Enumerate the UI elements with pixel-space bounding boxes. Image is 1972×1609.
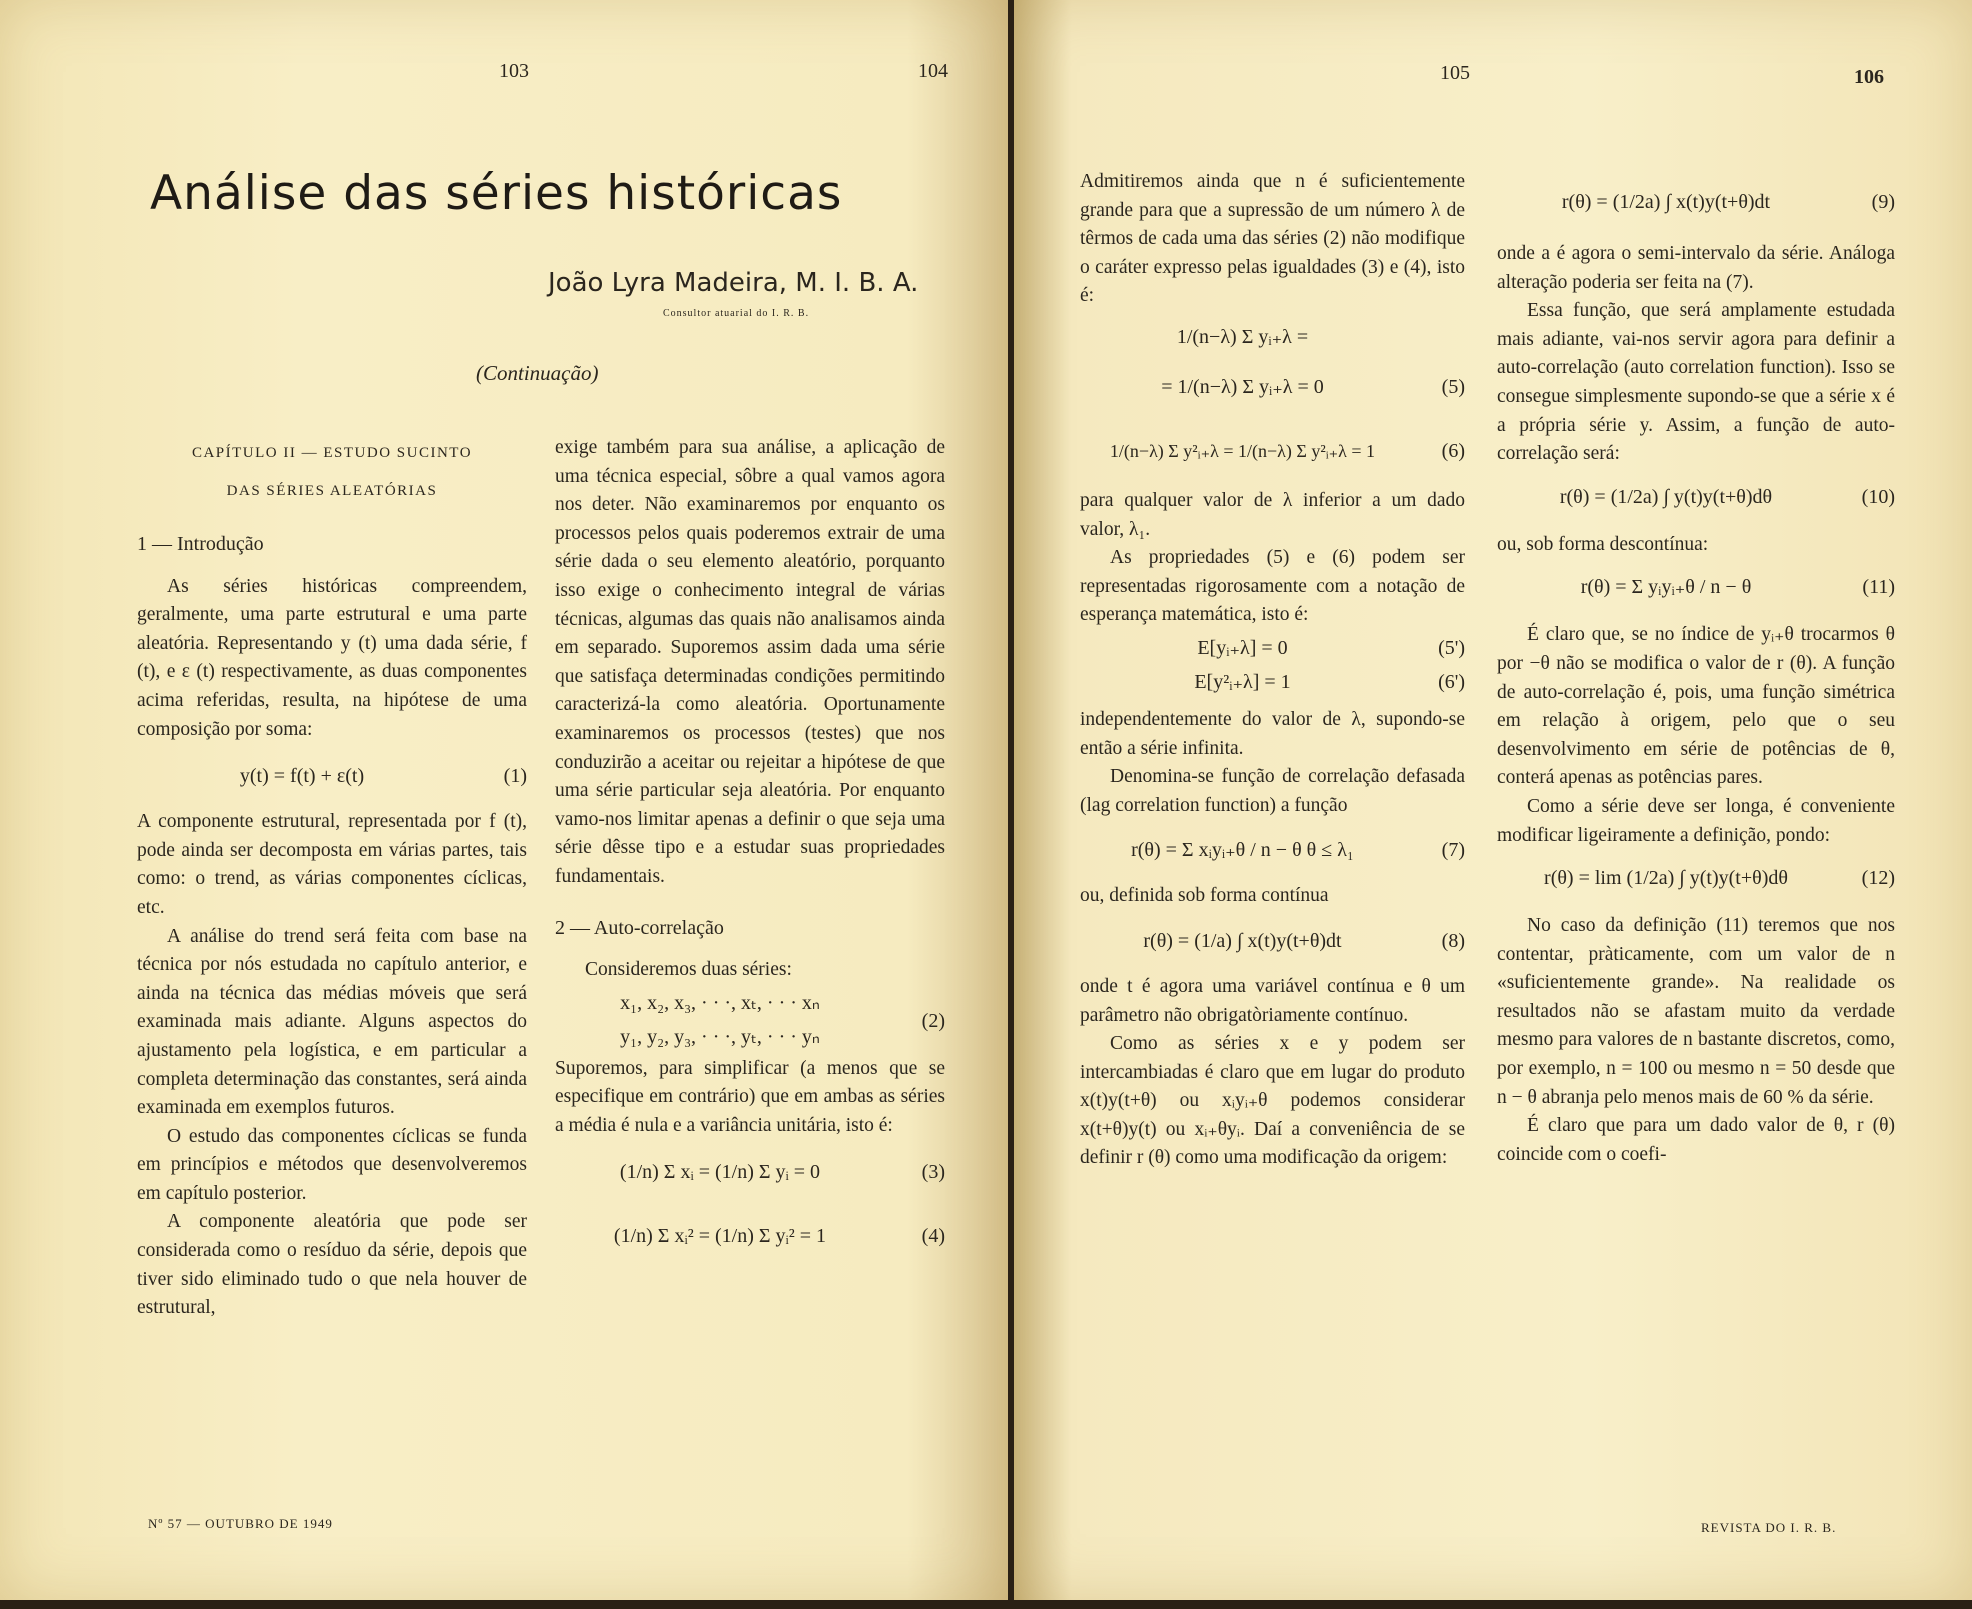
column-2 [555, 434, 945, 1268]
equation-8 [1080, 911, 1465, 973]
equation-8-number: (8) [1441, 929, 1465, 952]
paragraph: para qualquer valor de λ inferior a um dado valor, λ₁. [1080, 489, 1465, 540]
equation-4 [555, 1204, 945, 1268]
paragraph: ou, sob forma descontínua: [1497, 533, 1709, 555]
section-heading-introducao: 1 — Introdução [137, 533, 264, 555]
paragraph: As séries históricas compreendem, geralmente, uma parte estrutural e uma parte aleatória. Representando y (t) uma dada série, f (t), e ε (t) respectivamente, as duas componentes acima referidas, resulta, na hipótese de uma composição por soma: [137, 575, 527, 740]
paragraph: A análise do trend será feita com base na técnica por nós estudada no capítulo anterior, e ainda na técnica das médias móveis que será examinada mais adiante. Alguns aspectos do ajustamento pela logística, e em particular a completa determinação das constantes, será ainda examinada em exemplos futuros. [137, 925, 527, 1119]
paragraph: Essa função, que será amplamente estudada mais adiante, vai-nos servir agora para definir a auto-correlação (auto correlation function). Isso se consegue simplesmente supondo-se que a série x é a própria série y. Assim, a função de auto-correlação será: [1497, 300, 1895, 465]
equation-5a-formula: 1/(n−λ) Σ yᵢ₊λ = [1176, 325, 1309, 348]
equation-7 [1080, 820, 1465, 882]
section-heading-auto-correlacao: 2 — Auto-correlação [555, 916, 724, 939]
equation-2 [555, 985, 945, 1055]
equation-3 [555, 1140, 945, 1204]
equation-6-number: (6) [1441, 439, 1465, 462]
equation-1-formula: y(t) = f(t) + ε(t) [239, 765, 365, 788]
equation-2-number: (2) [921, 1009, 945, 1032]
article-title: Análise das séries históricas [150, 166, 843, 221]
equation-6-formula: 1/(n−λ) Σ y²ᵢ₊λ = 1/(n−λ) Σ y²ᵢ₊λ = 1 [1109, 440, 1376, 461]
equation-2-line-x: x₁, x₂, x₃, · · ·, xₜ, · · · xₙ [620, 991, 820, 1014]
equation-9 [1497, 178, 1895, 240]
equation-6-prime-number: (6') [1438, 670, 1465, 693]
paragraph: Suporemos, para simplificar (a menos que se especifique em contrário) que em ambas as séries a média é nula e a variância unitária, isto é: [555, 1057, 945, 1136]
equation-6 [1080, 417, 1465, 487]
paragraph: Denomina-se função de correlação defasada (lag correlation function) a função [1080, 766, 1465, 816]
equation-5a [1080, 311, 1465, 361]
equation-3-number: (3) [921, 1161, 945, 1184]
page-number-103: 103 [499, 60, 529, 82]
column-1 [137, 434, 527, 1323]
equation-6-prime [1080, 664, 1465, 706]
equation-2-line-y: y₁, y₂, y₃, · · ·, yₜ, · · · yₙ [620, 1025, 820, 1048]
footer-left: Nº 57 — OUTUBRO DE 1949 [148, 1516, 333, 1531]
paragraph: exige também para sua análise, a aplicação de uma técnica especial, sôbre a qual vamos agora nos deter. Não examinaremos por enquanto os processos pelos quais poderemos extrair de uma série dada o seu elemento aleatório, porquanto isso exige o conhecimento integral de várias técnicas, algumas das quais não analisamos ainda em separado. Suporemos assim dada uma série que satisfaça determinadas condições permitindo caracterizá-la como aleatória. Oportunamente examinaremos os processos (testes) que nos conduzirão a aceitar ou rejeitar a hipótese de que uma série particular seja aleatória. Por enquanto vamo-nos limitar apenas a definir o que seja uma série dêsse tipo e a estudar suas propriedades fundamentais. [555, 437, 945, 887]
paragraph: As propriedades (5) e (6) podem ser representadas rigorosamente com a notação de esperança matemática, isto é: [1080, 547, 1465, 626]
paragraph: Como a série deve ser longa, é conveniente modificar ligeiramente a definição, pondo: [1497, 795, 1895, 846]
equation-11 [1497, 559, 1895, 621]
equation-4-number: (4) [921, 1225, 945, 1248]
equation-11-number: (11) [1862, 576, 1895, 599]
paragraph: onde a é agora o semi-intervalo da série. Análoga alteração poderia ser feita na (7). [1497, 243, 1895, 293]
paragraph: onde t é agora uma variável contínua e θ um parâmetro não obrigatòriamente contínuo. [1080, 975, 1465, 1026]
author-affiliation: Consultor atuarial do I. R. B. [663, 308, 810, 319]
paragraph: É claro que para um dado valor de θ, r (θ) coincide com o coefi- [1497, 1115, 1895, 1165]
chapter-heading-line2: DAS SÉRIES ALEATÓRIAS [226, 483, 438, 499]
column-4 [1497, 178, 1895, 1169]
equation-7-formula: r(θ) = Σ xᵢyᵢ₊θ / n − θ θ ≤ λ₁ [1131, 839, 1354, 862]
paragraph: A componente estrutural, representada por f (t), pode ainda ser decomposta em várias partes, tais como: o trend, as várias componentes cíclicas, etc. [137, 811, 527, 918]
footer-right: REVISTA DO I. R. B. [1701, 1520, 1837, 1535]
equation-12 [1497, 850, 1895, 912]
column-3 [1080, 168, 1465, 1173]
equation-9-number: (9) [1871, 191, 1895, 213]
equation-6-prime-formula: E[y²ᵢ₊λ] = 1 [1194, 670, 1291, 693]
equation-8-formula: r(θ) = (1/a) ∫ x(t)y(t+θ)dt [1143, 929, 1342, 952]
equation-3-formula: (1/n) Σ xᵢ = (1/n) Σ yᵢ = 0 [619, 1161, 821, 1184]
paragraph: É claro que, se no índice de yᵢ₊θ trocarmos θ por −θ não se modifica o valor de r (θ). A função de auto-correlação é, pois, uma função simétrica em relação à origem, pelo que o seu desenvolvimento em série de potências de θ, conterá apenas as potências pares. [1497, 624, 1895, 789]
equation-7-number: (7) [1441, 839, 1465, 862]
article-author: João Lyra Madeira, M. I. B. A. [548, 268, 919, 298]
continuation-label: (Continuação) [476, 361, 599, 385]
chapter-heading-line1: CAPÍTULO II — ESTUDO SUCINTO [191, 445, 473, 461]
right-page-spread [1014, 0, 1972, 1600]
equation-5 [1080, 361, 1465, 417]
page-number-105: 105 [1440, 62, 1470, 84]
paragraph: Consideremos duas séries: [585, 959, 792, 981]
paragraph: A componente aleatória que pode ser considerada como o resíduo da série, depois que tiver sido eliminado tudo o que nela houver de estrutural, [137, 1211, 527, 1319]
equation-5-prime-number: (5') [1438, 636, 1465, 659]
equation-10-formula: r(θ) = (1/2a) ∫ y(t)y(t+θ)dθ [1559, 485, 1773, 508]
equation-5-number: (5) [1441, 375, 1465, 398]
equation-4-formula: (1/n) Σ xᵢ² = (1/n) Σ yᵢ² = 1 [613, 1225, 827, 1248]
paragraph: ou, definida sob forma contínua [1080, 885, 1329, 907]
equation-1 [137, 744, 527, 808]
equation-9-formula: r(θ) = (1/2a) ∫ x(t)y(t+θ)dt [1561, 191, 1771, 213]
equation-10-number: (10) [1861, 485, 1895, 508]
equation-5-prime [1080, 630, 1465, 664]
paragraph: Como as séries x e y podem ser intercambiadas é claro que em lugar do produto x(t)y(t+θ) ou xᵢyᵢ₊θ podemos considerar x(t+θ)y(t) ou xᵢ₊θyᵢ. Daí a conveniência de se definir r (θ) como uma modificação da origem: [1080, 1033, 1465, 1169]
equation-1-number: (1) [503, 765, 527, 788]
paragraph: independentemente do valor de λ, supondo-se então a série infinita. [1080, 708, 1465, 759]
equation-5-prime-formula: E[yᵢ₊λ] = 0 [1197, 636, 1288, 659]
page-number-106: 106 [1854, 66, 1884, 88]
equation-5-formula: = 1/(n−λ) Σ yᵢ₊λ = 0 [1161, 375, 1324, 398]
page-number-104: 104 [918, 60, 948, 82]
equation-10 [1497, 469, 1895, 531]
paragraph: Admitiremos ainda que n é suficientemente grande para que a supressão de um número λ de têrmos de cada uma das séries (2) não modifique o caráter expresso pelas igualdades (3) e (4), isto é: [1080, 171, 1465, 307]
equation-12-number: (12) [1861, 867, 1895, 890]
equation-11-formula: r(θ) = Σ yᵢyᵢ₊θ / n − θ [1580, 576, 1752, 599]
equation-12-formula: r(θ) = lim (1/2a) ∫ y(t)y(t+θ)dθ [1544, 867, 1788, 890]
paragraph: O estudo das componentes cíclicas se funda em princípios e métodos que desenvolveremos em capítulo posterior. [137, 1125, 527, 1204]
paragraph: No caso da definição (11) teremos que nos contentar, pràticamente, com um valor de n «suficientemente grande». Na realidade os resultados não se afastam muito da verdade mesmo para valores de n bastante discretos, como, por exemplo, n = 100 ou mesmo n = 50 desde que n − θ abranja pelo menos mais de 60 % da série. [1497, 915, 1895, 1108]
